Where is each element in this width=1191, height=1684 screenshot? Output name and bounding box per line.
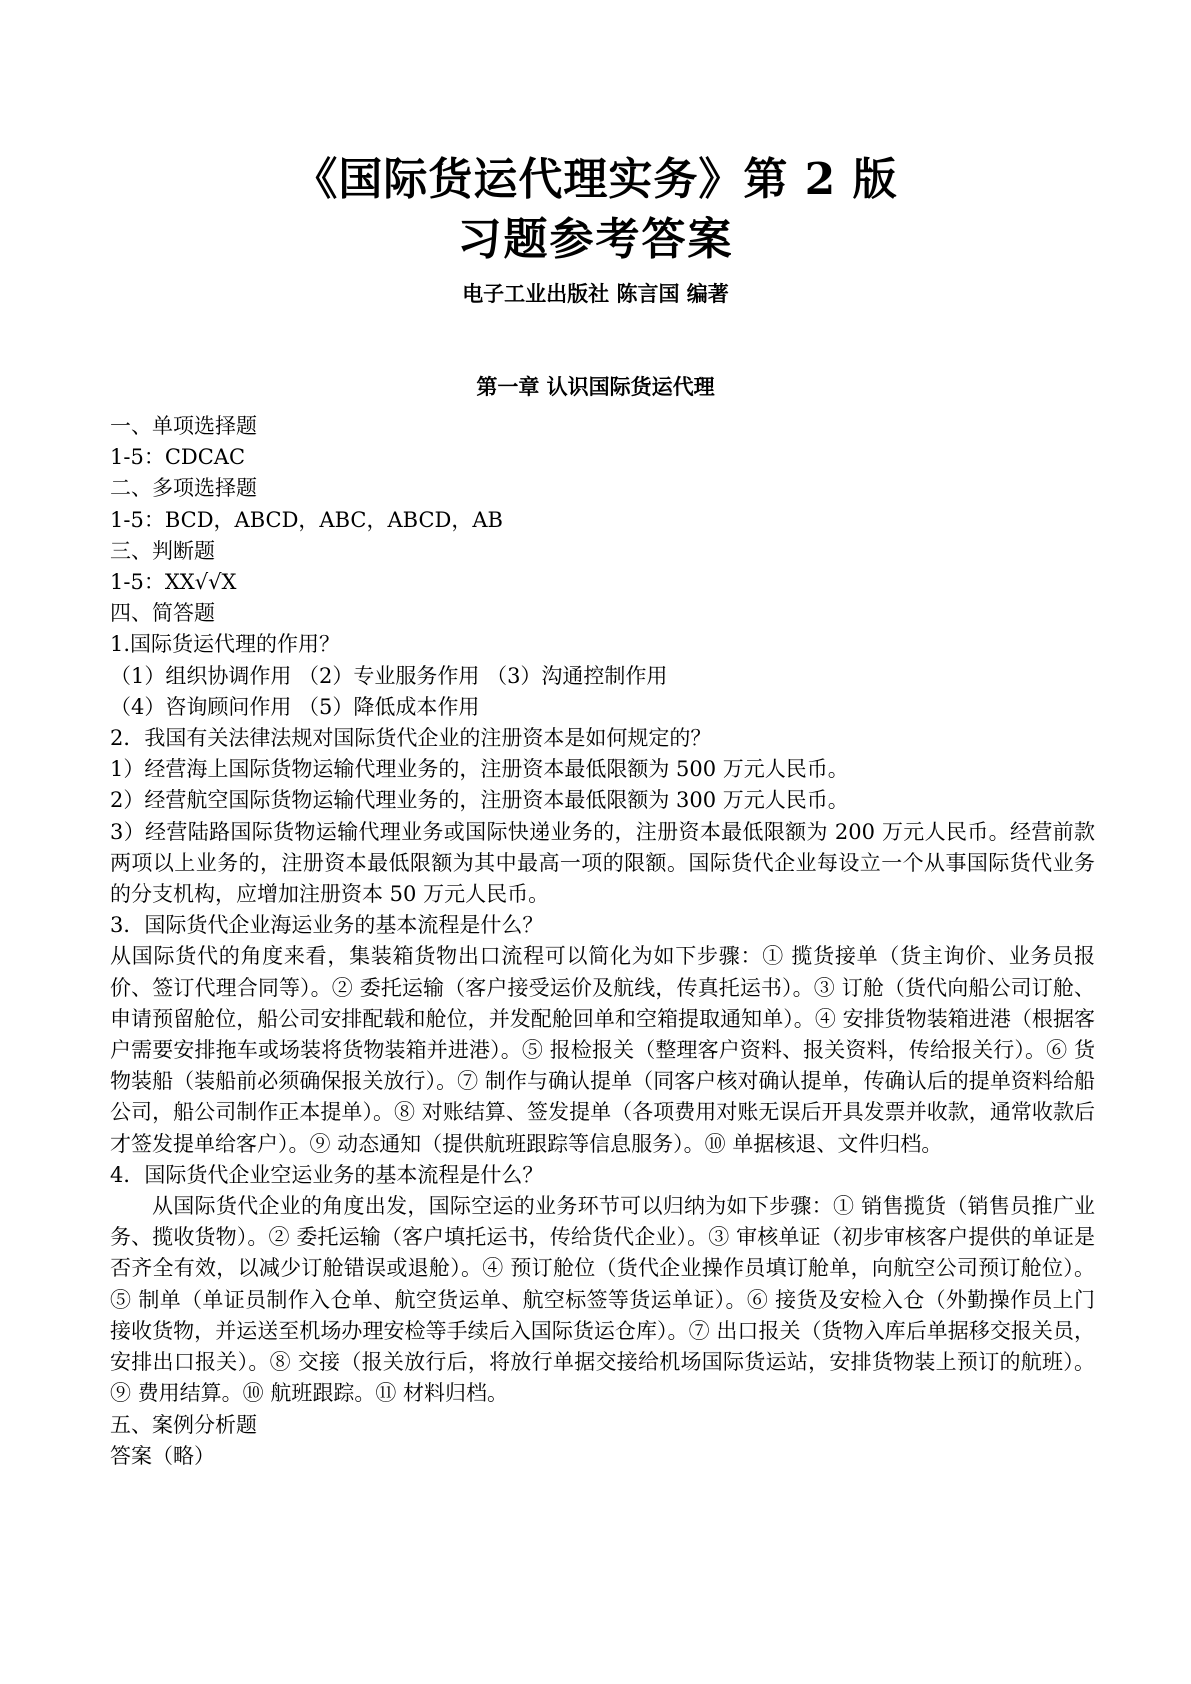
answer-3: 从国际货代的角度来看，集装箱货物出口流程可以简化为如下步骤：① 揽货接单（货主询价、业务员报价、签订代理合同等）。② 委托运输（客户接受运价及航线，传真托运书）。③ 订舱（货代向船公司订舱、申请预留舱位，船公司安排配载和舱位，并发配舱回单和空箱提取通知单）。④ 安排货物装箱进港（根据客户需要安排拖车或场装将货物装箱并进港）。⑤ 报检报关（整理客户资料、报关资料，传给报关行）。⑥ 货物装船（装船前必须确保报关放行）。⑦ 制作与确认提单（同客户核对确认提单，传确认后的提单资料给船公司，船公司制作正本提单）。⑧ 对账结算、签发提单（各项费用对账无误后开具发票并收款，通常收款后才签发提单给客户）。⑨ 动态通知（提供航班跟踪等信息服务）。⑩ 单据核退、文件归档。 — [110, 944, 1095, 1156]
section-heading-single-choice: 一、单项选择题 — [110, 414, 257, 438]
answer-1-line-1: （1）组织协调作用 （2）专业服务作用 （3）沟通控制作用 — [110, 663, 668, 688]
answer-1-line-2: （4）咨询顾问作用 （5）降低成本作用 — [110, 694, 480, 719]
answer-2-item-3: 3）经营陆路国际货物运输代理业务或国际快递业务的，注册资本最低限额为 200 万元人民币。经营前款两项以上业务的，注册资本最低限额为其中最高一项的限额。国际货代企业每设立一个从事国际货代业务的分支机构，应增加注册资本 50 万元人民币。 — [110, 819, 1095, 907]
answer-2-item-2: 2）经营航空国际货物运输代理业务的，注册资本最低限额为 300 万元人民币。 — [110, 788, 849, 813]
author-line: 电子工业出版社 陈言国 编著 — [462, 281, 729, 306]
answer-single-choice: 1-5：CDCAC — [110, 445, 246, 470]
question-4: 4．国际货代企业空运业务的基本流程是什么？ — [110, 1162, 544, 1187]
document-subtitle: 习题参考答案 — [457, 214, 734, 265]
answer-multiple-choice: 1-5：BCD，ABCD，ABC，ABCD，AB — [110, 507, 503, 532]
question-1: 1.国际货运代理的作用？ — [110, 632, 341, 657]
section-heading-true-false: 三、判断题 — [110, 538, 215, 563]
section-heading-short-answer: 四、简答题 — [110, 601, 215, 626]
question-3: 3．国际货代企业海运业务的基本流程是什么？ — [110, 913, 544, 938]
document-title: 《国际货运代理实务》第 2 版 — [293, 154, 898, 205]
answer-2-item-1: 1）经营海上国际货物运输代理业务的，注册资本最低限额为 500 万元人民币。 — [110, 757, 849, 782]
answer-true-false: 1-5：XX√√X — [110, 570, 237, 595]
section-heading-multiple-choice: 二、多项选择题 — [110, 476, 257, 501]
section-heading-case-analysis: 五、案例分析题 — [110, 1412, 257, 1437]
chapter-heading: 第一章 认识国际货运代理 — [476, 374, 715, 399]
answer-case-analysis: 答案（略） — [110, 1443, 215, 1468]
answer-4: 从国际货代企业的角度出发，国际空运的业务环节可以归纳为如下步骤：① 销售揽货（销售员推广业务、揽收货物）。② 委托运输（客户填托运书，传给货代企业）。③ 审核单证（初步审核客户提供的单证是否齐全有效，以减少订舱错误或退舱）。④ 预订舱位（货代企业操作员填订舱单，向航空公司预订舱位）。⑤ 制单（单证员制作入仓单、航空货运单、航空标签等货运单证）。⑥ 接货及安检入仓（外勤操作员上门接收货物，并运送至机场办理安检等手续后入国际货运仓库）。⑦ 出口报关（货物入库后单据移交报关员，安排出口报关）。⑧ 交接（报关放行后，将放行单据交接给机场国际货运站，安排货物装上预订的航班）。⑨ 费用结算。⑩ 航班跟踪。⑪ 材料归档。 — [110, 1194, 1095, 1406]
question-2: 2．我国有关法律法规对国际货代企业的注册资本是如何规定的？ — [110, 726, 712, 751]
document-body — [110, 411, 1095, 1472]
